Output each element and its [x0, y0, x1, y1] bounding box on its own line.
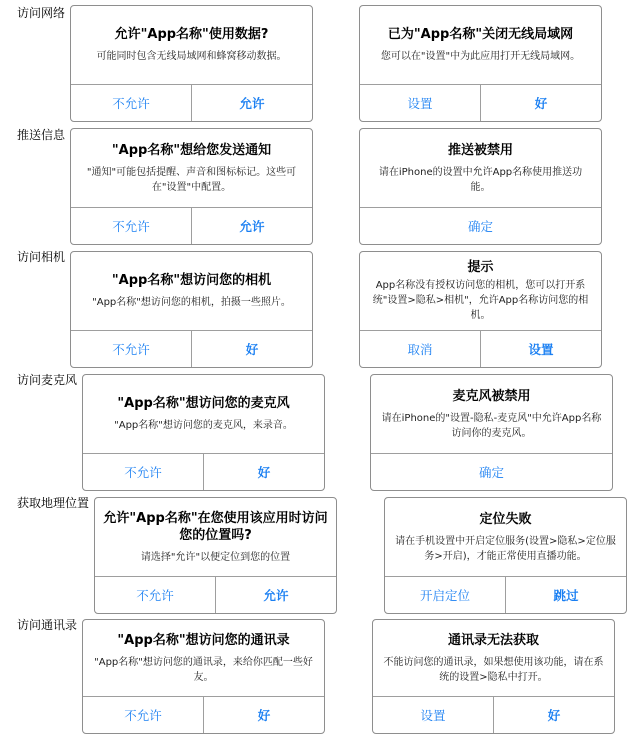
network-request-alert [70, 5, 313, 122]
push-request-alert [70, 128, 313, 245]
alert-title: "App名称"想访问您的麦克风 [117, 396, 290, 411]
alert-title: 推送被禁用 [447, 142, 513, 158]
deny-button[interactable]: 不允许 [124, 708, 162, 723]
camera-status-alert [359, 251, 602, 368]
alert-title: 麦克风被禁用 [452, 388, 531, 404]
alert-body [360, 129, 601, 207]
alert-body [71, 6, 312, 84]
alert-message: 可能同时包含无线局域网和蜂窝移动数据。 [96, 51, 287, 62]
alert-buttons [371, 453, 612, 490]
alert-title: 定位失败 [479, 511, 532, 527]
microphone-status-alert [370, 374, 613, 491]
alert-body [385, 498, 626, 576]
alert-title: 通讯录无法获取 [447, 632, 539, 648]
location-status-alert [384, 497, 627, 614]
alert-buttons [95, 576, 336, 613]
alert-buttons [71, 207, 312, 244]
alert-buttons [83, 453, 324, 490]
settings-button[interactable]: 设置 [420, 708, 446, 723]
row-label-microphone: 访问麦克风 [17, 373, 78, 387]
alert-body [360, 252, 601, 330]
alert-title: 提示 [467, 260, 494, 275]
settings-button[interactable]: 设置 [407, 96, 433, 111]
network-status-alert [359, 5, 602, 122]
row-label-push: 推送信息 [17, 128, 66, 142]
ok-button[interactable]: 好 [480, 85, 601, 121]
skip-button[interactable]: 跳过 [505, 577, 626, 613]
row-label-network: 访问网络 [17, 6, 66, 20]
push-status-alert [359, 128, 602, 245]
row-label-location: 获取地理位置 [17, 496, 90, 510]
deny-button[interactable]: 不允许 [112, 342, 150, 357]
alert-message: "App名称"想访问您的相机，拍摄一些照片。 [92, 297, 291, 308]
alert-buttons [385, 576, 626, 613]
microphone-request-alert [82, 374, 325, 491]
alert-body [71, 252, 312, 330]
alert-body [95, 498, 336, 576]
allow-button[interactable]: 允许 [191, 208, 312, 244]
alert-message: "App名称"想访问您的麦克风，来录音。 [114, 420, 293, 431]
alert-body [83, 620, 324, 696]
alert-body [83, 375, 324, 453]
alert-buttons [360, 207, 601, 244]
row-label-contacts: 访问通讯录 [17, 618, 78, 632]
alert-message: "App名称"想访问您的通讯录，来给你匹配一些好友。 [94, 656, 313, 683]
contacts-status-alert [372, 619, 615, 734]
alert-title: "App名称"想访问您的通讯录 [117, 632, 290, 648]
alert-title: 允许"App名称"使用数据? [114, 27, 269, 42]
alert-title: 已为"App名称"关闭无线局域网 [387, 27, 574, 42]
deny-button[interactable]: 不允许 [112, 219, 150, 234]
alert-message: 请在iPhone的设置中允许App名称使用推送功能。 [378, 166, 583, 193]
alert-message: 不能访问您的通讯录，如果想使用该功能，请在系统的设置>隐私中打开。 [383, 656, 604, 683]
alert-buttons [83, 696, 324, 733]
alert-message: "通知"可能包括提醒、声音和图标标记。这些可在"设置"中配置。 [86, 166, 297, 193]
ok-button[interactable]: 好 [191, 331, 312, 367]
deny-button[interactable]: 不允许 [112, 96, 150, 111]
alert-body [360, 6, 601, 84]
alert-buttons [71, 84, 312, 121]
contacts-request-alert [82, 619, 325, 734]
alert-message: 您可以在"设置"中为此应用打开无线局域网。 [380, 51, 581, 62]
alert-message: 请在手机设置中开启定位服务(设置>隐私>定位服务>开启)，才能正常使用直播功能。 [395, 535, 616, 562]
allow-button[interactable]: 允许 [191, 85, 312, 121]
alert-buttons [360, 84, 601, 121]
confirm-button[interactable]: 确定 [467, 219, 493, 234]
alert-buttons [360, 330, 601, 367]
ok-button[interactable]: 好 [203, 697, 324, 733]
deny-button[interactable]: 不允许 [136, 588, 174, 603]
row-label-camera: 访问相机 [17, 250, 66, 264]
alert-title: "App名称"想给您发送通知 [111, 142, 272, 158]
alert-buttons [71, 330, 312, 367]
cancel-button[interactable]: 取消 [407, 342, 433, 357]
alert-message: 请在iPhone的"设置-隐私-麦克风"中允许App名称访问你的麦克风。 [381, 412, 602, 439]
enable-location-button[interactable]: 开启定位 [419, 588, 470, 603]
deny-button[interactable]: 不允许 [124, 465, 162, 480]
allow-button[interactable]: 允许 [215, 577, 336, 613]
ok-button[interactable]: 好 [203, 454, 324, 490]
settings-button[interactable]: 设置 [480, 331, 601, 367]
ok-button[interactable]: 好 [493, 697, 614, 733]
alert-title: 允许"App名称"在您使用该应用时访问您的位置吗? [103, 510, 328, 543]
location-request-alert [94, 497, 337, 614]
alert-buttons [373, 696, 614, 733]
alert-body [371, 375, 612, 453]
alert-message: App名称没有授权访问您的相机，您可以打开系统"设置>隐私>相机"，允许App名称访问您的相机。 [372, 280, 589, 321]
alert-message: 请选择"允许"以便定位到您的位置 [140, 551, 291, 563]
alert-body [71, 129, 312, 207]
alert-title: "App名称"想访问您的相机 [111, 273, 272, 288]
camera-request-alert [70, 251, 313, 368]
confirm-button[interactable]: 确定 [478, 465, 504, 480]
alert-body [373, 620, 614, 696]
